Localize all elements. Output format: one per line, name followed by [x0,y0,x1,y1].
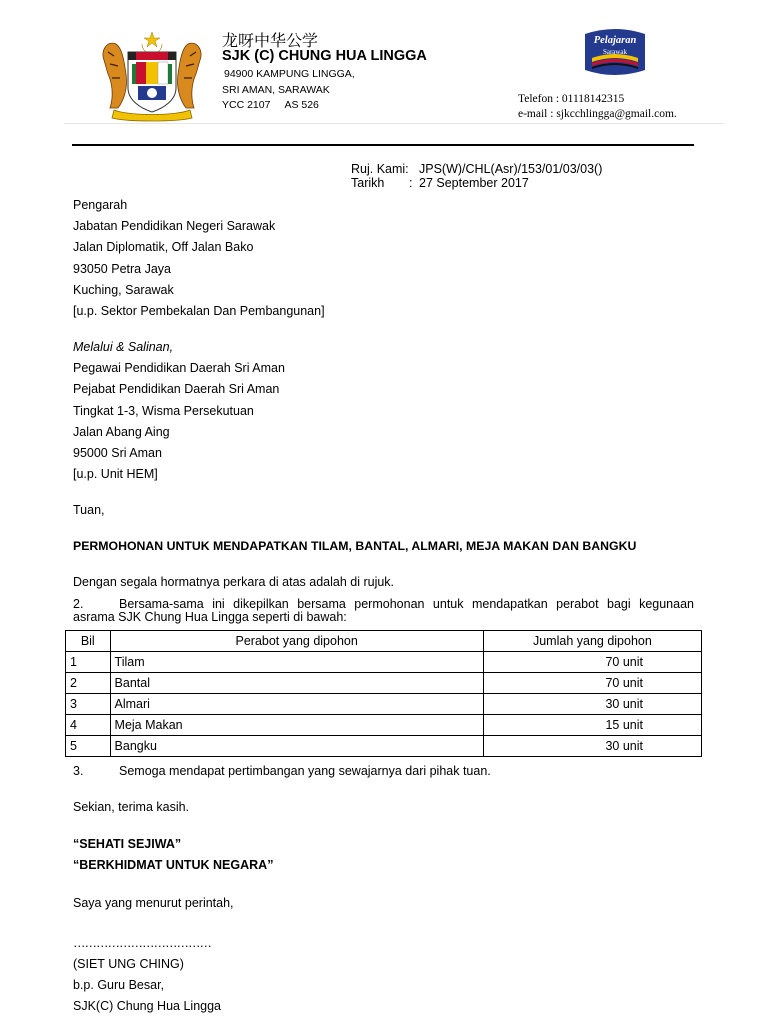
recipient-line: Jabatan Pendidikan Negeri Sarawak [73,219,276,233]
recipient-line: [u.p. Sektor Pembekalan Dan Pembangunan] [73,304,325,318]
body-paragraph-2-line-2: asrama SJK Chung Hua Lingga seperti di bawah: [73,610,347,624]
motto-1: “SEHATI SEJIWA” [73,837,182,851]
recipient-line: Pengarah [73,198,128,212]
table-cell-quantity: 70 unit [483,673,701,694]
body-paragraph-3: Semoga mendapat pertimbangan yang sewajarnya dari pihak tuan. [119,764,491,778]
table-cell-bil: 2 [66,673,111,694]
closing-line: Sekian, terima kasih. [73,800,190,814]
via-line: Pejabat Pendidikan Daerah Sri Aman [73,382,280,396]
via-line: Tingkat 1-3, Wisma Persekutuan [73,404,254,418]
table-header-quantity: Jumlah yang dipohon [483,631,701,652]
table-row [66,652,702,673]
body-paragraph-1: Dengan segala hormatnya perkara di atas adalah di rujuk. [73,575,395,589]
table-cell-bil: 4 [66,715,111,736]
via-heading: Melalui & Salinan, [73,340,174,354]
ref-value: JPS(W)/CHL(Asr)/153/01/03/03() [419,162,603,176]
date-value: 27 September 2017 [419,176,529,190]
address-line-2: SRI AMAN, SARAWAK [222,84,330,96]
table-cell-quantity: 70 unit [483,652,701,673]
pelajaran-logo-subtext: Sarawak [602,48,628,56]
via-line: Jalan Abang Aing [73,425,170,439]
table-cell-item: Tilam [110,652,483,673]
recipient-line: 93050 Petra Jaya [73,262,171,276]
table-header-bil: Bil [66,631,111,652]
coat-of-arms-logo [98,30,206,122]
table-row [66,715,702,736]
motto-2: “BERKHIDMAT UNTUK NEGARA” [73,858,274,872]
date-separator: : [409,176,413,190]
school-email: e-mail : sjkcchlingga@gmail.com. [518,108,677,120]
school-name: SJK (C) CHUNG HUA LINGGA [222,48,427,64]
signatory-role: b.p. Guru Besar, [73,978,165,992]
via-line: 95000 Sri Aman [73,446,162,460]
body-paragraph-3-number: 3. [73,764,84,778]
subject-heading: PERMOHONAN UNTUK MENDAPATKAN TILAM, BANTAL, ALMARI, MEJA MAKAN DAN BANGKU [73,539,637,553]
body-paragraph-2-number: 2. [73,597,84,611]
table-row [66,736,702,757]
school-phone: Telefon : 01118142315 [518,93,625,105]
table-cell-bil: 3 [66,694,111,715]
table-cell-item: Bangku [110,736,483,757]
table-cell-item: Almari [110,694,483,715]
school-codes: YCC 2107 AS 526 [222,99,319,111]
table-header-item: Perabot yang dipohon [110,631,483,652]
table-cell-item: Bantal [110,673,483,694]
salutation: Tuan, [73,503,105,517]
table-cell-quantity: 30 unit [483,694,701,715]
pelajaran-logo-text: Pelajaran [593,35,637,46]
header-divider [72,144,694,146]
recipient-line: Kuching, Sarawak [73,283,174,297]
signoff-intro: Saya yang menurut perintah, [73,896,234,910]
ref-label: Ruj. Kami: [351,162,409,176]
furniture-table [65,630,702,757]
table-row [66,694,702,715]
table-header-row [66,631,702,652]
table-cell-bil: 1 [66,652,111,673]
address-line-1: 94900 KAMPUNG LINGGA, [224,68,355,80]
table-row [66,673,702,694]
pelajaran-sarawak-logo [582,26,648,78]
recipient-line: Jalan Diplomatik, Off Jalan Bako [73,240,254,254]
date-label: Tarikh [351,176,385,190]
table-cell-bil: 5 [66,736,111,757]
table-cell-quantity: 30 unit [483,736,701,757]
signature-dotted-line: ……………………………… [73,936,211,950]
via-line: [u.p. Unit HEM] [73,467,158,481]
school-name-chinese: 龙呀中华公学 [222,31,319,50]
body-paragraph-2-line-1: Bersama-sama ini dikepilkan bersama permohonan untuk mendapatkan perabot bagi kegunaan [119,597,694,611]
signatory-school: SJK(C) Chung Hua Lingga [73,999,221,1013]
signatory-name: (SIET UNG CHING) [73,957,184,971]
table-cell-quantity: 15 unit [483,715,701,736]
via-line: Pegawai Pendidikan Daerah Sri Aman [73,361,285,375]
header-faint-divider [64,123,724,124]
table-cell-item: Meja Makan [110,715,483,736]
